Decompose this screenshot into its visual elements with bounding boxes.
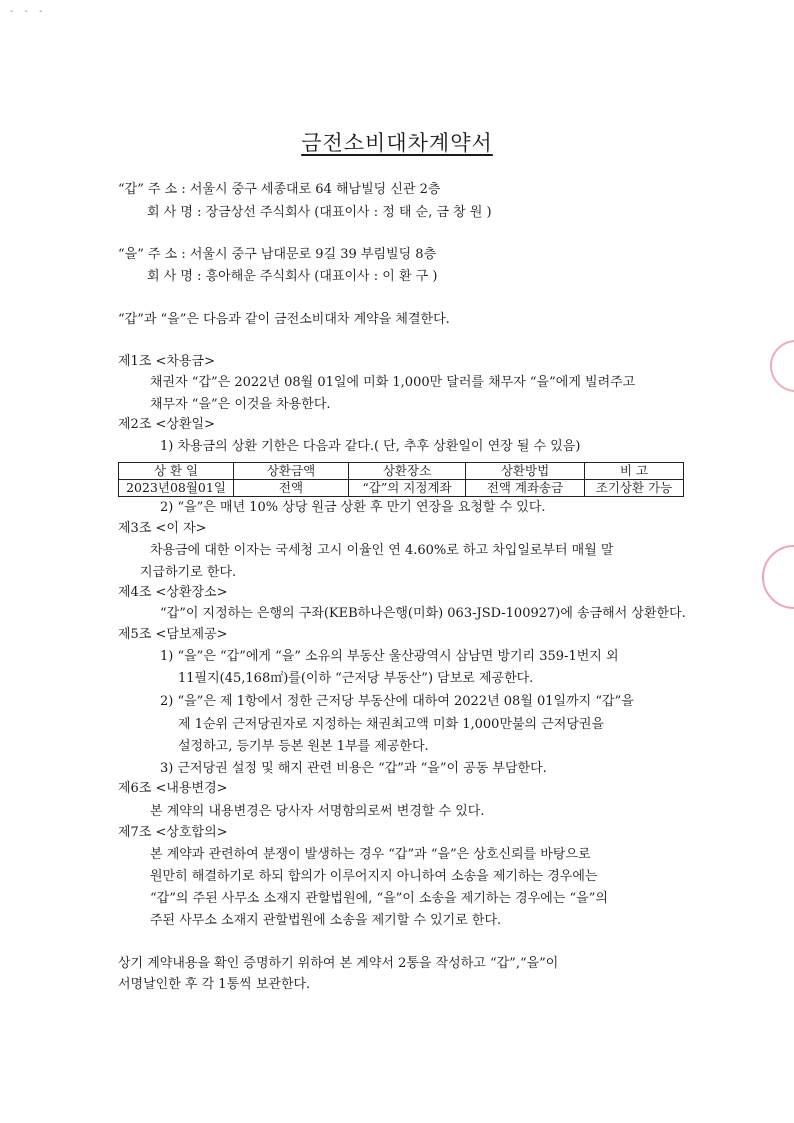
table-header-cell: 상환장소 [349,463,466,480]
party-b-address: “을” 주 소 : 서울시 중구 남대문로 9길 39 부림빌딩 8층 [118,247,437,262]
intro-text: “갑”과 “을”은 다음과 같이 금전소비대차 계약을 체결한다. [118,312,450,327]
table-header-row [119,463,684,480]
article-1-text: 채권자 “갑”은 2022년 08월 01일에 미화 1,000만 달러를 채무자 “을”에게 빌려주고 [150,375,636,390]
closing-text: 상기 계약내용을 확인 증명하기 위하여 본 계약서 2통을 작성하고 “갑”,“을”이 [118,956,559,971]
table-header-cell: 상환금액 [234,463,349,480]
article-5-item: 설정하고, 등기부 등본 원본 1부를 제공한다. [178,739,429,754]
article-7-text: 주된 사무소 소재지 관할법원에 소송을 제기할 수 있기로 한다. [150,913,502,928]
article-1-heading: 제1조 <차용금> [118,354,215,369]
article-5-item: 제 1순위 근저당권자로 지정하는 채권최고액 미화 1,000만불의 근저당권을 [178,717,605,732]
article-2-heading: 제2조 <상환일> [118,417,215,432]
scan-corner-marks: - - - [10,6,47,17]
seal-stamp-partial [770,340,794,392]
party-b-company: 회 사 명 : 흥아해운 주식회사 (대표이사 : 이 환 구 ) [147,269,438,284]
article-7-text: 원만히 해결하기로 하되 합의가 이루어지지 아니하여 소송을 제기하는 경우에는 [150,869,598,884]
document-title: 금전소비대차계약서 [301,131,493,155]
article-6-heading: 제6조 <내용변경> [118,781,228,796]
article-6-text: 본 계약의 내용변경은 당사자 서명함의로써 변경할 수 있다. [150,804,485,819]
table-cell: 2023년08월01일 [119,480,234,497]
article-3-heading: 제3조 <이 자> [118,521,207,536]
closing-text: 서명날인한 후 각 1통씩 보관한다. [118,977,311,992]
article-2-item: 2) “을”은 매년 10% 상당 원금 상환 후 만기 연장을 요청할 수 있다. [160,500,546,515]
article-4-text: “갑”이 지정하는 은행의 구좌(KEB하나은행(미화) 063-JSD-100927)에 송금해서 상환한다. [160,606,686,621]
article-5-item: 11필지(45,168㎡)를(이하 “근저당 부동산”) 담보로 제공한다. [178,671,534,686]
article-7-text: 본 계약과 관련하여 분쟁이 발생하는 경우 “갑”과 “을”은 상호신뢰를 바탕으로 [150,847,591,862]
article-5-item: 2) “을”은 제 1항에서 정한 근저당 부동산에 대하여 2022년 08월 01일까지 “갑”을 [160,694,634,709]
article-5-item: 3) 근저당권 설정 및 해지 관련 비용은 “갑”과 “을”이 공동 부담한다. [160,761,547,776]
seal-stamp-partial [762,545,794,609]
table-header-cell: 비 고 [585,463,684,480]
article-5-heading: 제5조 <담보제공> [118,627,228,642]
article-3-text: 차용금에 대한 이자는 국세청 고시 이율인 연 4.60%로 하고 차입일로부터 매월 말 [150,543,614,558]
article-3-text: 지급하기로 한다. [140,565,237,580]
party-a-company: 회 사 명 : 장금상선 주식회사 (대표이사 : 정 태 순, 금 창 원 ) [147,205,492,220]
article-1-text: 채무자 “을”은 이것을 차용한다. [150,397,331,412]
article-2-item: 1) 차용금의 상환 기한은 다음과 같다.( 단, 추후 상환일이 연장 될 수 있음) [160,439,581,454]
table-cell: 조기상환 가능 [585,480,684,497]
article-7-heading: 제7조 <상호합의> [118,825,228,840]
repayment-table [118,462,684,497]
article-4-heading: 제4조 <상환장소> [118,585,228,600]
table-cell: 전액 계좌송금 [466,480,585,497]
article-7-text: “갑”의 주된 사무소 소재지 관할법원에, “을”이 소송을 제기하는 경우에는 “을”의 [150,891,608,906]
table-cell: 전액 [234,480,349,497]
table-header-cell: 상 환 일 [119,463,234,480]
table-header-cell: 상환방법 [466,463,585,480]
article-5-item: 1) “을”은 “갑”에게 “을” 소유의 부동산 울산광역시 삼남면 방기리 359-1번지 외 [160,649,619,664]
party-a-address: “갑” 주 소 : 서울시 중구 세종대로 64 해남빌딩 신관 2층 [118,182,441,197]
table-cell: “갑”의 지정계좌 [349,480,466,497]
table-row [119,480,684,497]
